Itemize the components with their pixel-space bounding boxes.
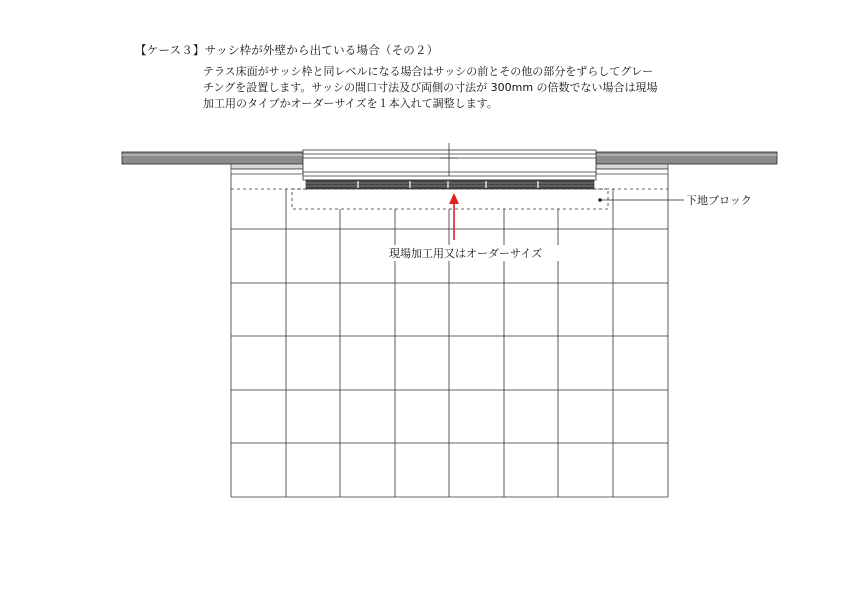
base-block-label: 下地ブロック xyxy=(686,194,752,207)
description-line-3: 加工用のタイプかオーダーサイズを１本入れて調整します。 xyxy=(203,97,498,110)
base-block-outline xyxy=(292,189,608,209)
base-block-leader xyxy=(598,198,684,202)
sash-front-grating xyxy=(306,180,594,189)
custom-piece-label: 現場加工用又はオーダーサイズ xyxy=(389,247,543,260)
custom-piece-arrow xyxy=(449,193,459,240)
diagram-heading: 【ケース３】サッシ枠が外壁から出ている場合（その２） xyxy=(135,43,439,57)
dashed-alignment xyxy=(231,189,668,209)
grating-grid xyxy=(231,174,668,497)
sash-frame xyxy=(303,143,596,180)
description-line-1: テラス床面がサッシ枠と同レベルになる場合はサッシの前とその他の部分をずらしてグレー xyxy=(203,65,654,78)
description-line-2: チングを設置します。サッシの間口寸法及び両側の寸法が 300mm の倍数でない場合は現場 xyxy=(203,81,658,94)
